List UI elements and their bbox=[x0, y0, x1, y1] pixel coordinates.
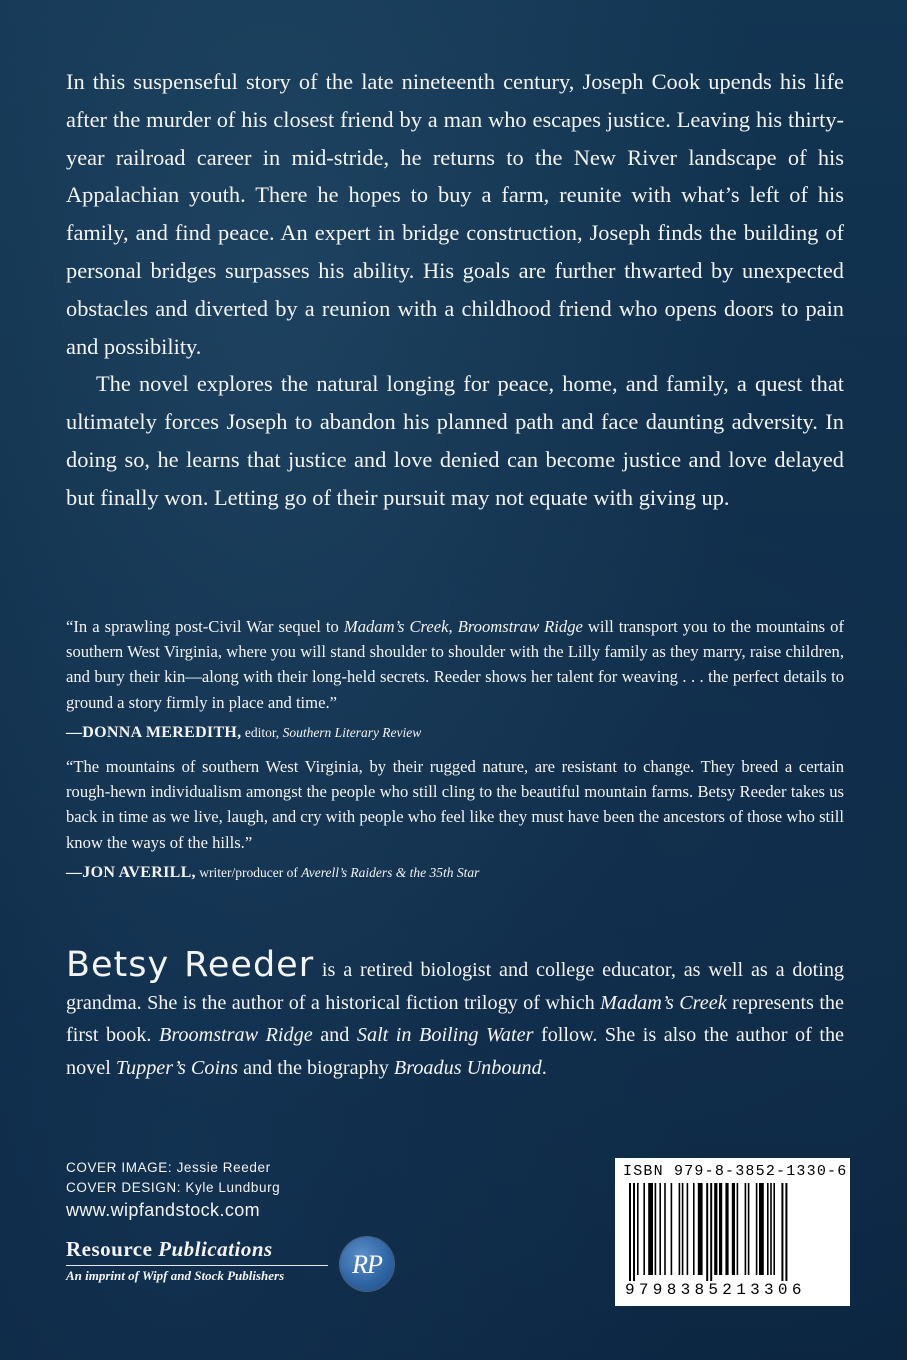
endorser-role: writer/producer of bbox=[195, 864, 302, 880]
barcode-bar bbox=[643, 1183, 645, 1275]
endorsement-text bbox=[66, 614, 844, 715]
barcode-bar bbox=[773, 1183, 775, 1275]
barcode-bar bbox=[698, 1183, 703, 1275]
barcode-bar bbox=[781, 1183, 783, 1281]
endorsement-text: “The mountains of southern West Virginia, by their rugged nature, are resistant to change. They breed a certain rough-hewn individualism amongst the people who still cling to the beautiful mountain farms. Betsy Reeder takes us back in time as we live, laugh, and cry with people who feel like they must have been the ancestors of those who still know the ways of the hills.” bbox=[66, 757, 844, 852]
synopsis bbox=[66, 63, 844, 517]
endorsement-averill bbox=[66, 754, 844, 883]
author-bio bbox=[66, 945, 845, 1084]
synopsis-paragraph-2: The novel explores the natural longing for peace, home, and family, a quest that ultimately forces Joseph to abandon his planned path and face daunting adversity. In doing so, he learns that justice and love denied can become justice and love delayed but finally won. Letting go of their pursuit may not equate with giving up. bbox=[66, 371, 844, 510]
publisher-name-part: Publications bbox=[158, 1237, 273, 1261]
barcode-icon bbox=[627, 1183, 838, 1281]
barcode-bar bbox=[725, 1183, 728, 1275]
barcode-bar bbox=[767, 1183, 769, 1275]
endorser-role: editor, bbox=[241, 724, 283, 740]
quote-text-part: will transport you to the mountains of southern West Virginia, where you will stand shoulder to shoulder with the Lilly family as they marry, raise children, and bury their kin—along with their long-held secrets. Reeder shows her talent for weaving . . . the perfect details to ground a story firmly in place and time.” bbox=[66, 617, 845, 712]
rp-logo-icon bbox=[340, 1237, 394, 1291]
barcode-bar bbox=[682, 1183, 684, 1275]
barcode-bar bbox=[671, 1183, 673, 1275]
barcode-bar bbox=[637, 1183, 639, 1275]
book-title: Broomstraw Ridge bbox=[457, 617, 583, 636]
publisher-logo bbox=[66, 1237, 401, 1297]
book-title: Madam’s Creek bbox=[343, 617, 449, 636]
publisher-name-part: Resource bbox=[66, 1237, 159, 1261]
bio-text-part: and bbox=[312, 1024, 357, 1047]
barcode-bar bbox=[745, 1183, 747, 1275]
cover-credits bbox=[66, 1158, 280, 1220]
barcode-bar bbox=[770, 1183, 772, 1275]
barcode-bar bbox=[687, 1183, 689, 1275]
barcode-bar bbox=[714, 1183, 717, 1275]
cover-image-credit: COVER IMAGE: Jessie Reeder bbox=[66, 1160, 271, 1175]
book-title: Salt in Boiling Water bbox=[356, 1024, 534, 1047]
bio-text-part: represents the first book. bbox=[66, 991, 844, 1047]
rp-logo-text: RP bbox=[352, 1250, 382, 1279]
barcode-bar bbox=[719, 1183, 722, 1275]
barcode-bar bbox=[710, 1183, 712, 1281]
publisher-name bbox=[66, 1237, 273, 1262]
barcode-bar bbox=[737, 1183, 739, 1275]
barcode-bar bbox=[655, 1183, 657, 1275]
bio-text-part: . bbox=[541, 1056, 547, 1079]
book-title: Broomstraw Ridge bbox=[158, 1024, 313, 1047]
quote-text-part: , bbox=[448, 617, 458, 636]
barcode-bar bbox=[648, 1183, 653, 1275]
barcode-bar bbox=[664, 1183, 666, 1275]
endorsement-attribution bbox=[66, 863, 844, 883]
bio-text-part: is a retired biologist and college educator, as well as a doting grandma. She is the author of a historical fiction trilogy of which bbox=[66, 959, 845, 1014]
imprint-publisher: Wipf and Stock Publishers bbox=[141, 1268, 285, 1283]
endorser-name: —JON AVERILL, bbox=[66, 863, 196, 881]
bio-text-part: and the biography bbox=[238, 1056, 394, 1079]
barcode-bar bbox=[748, 1183, 750, 1275]
publisher-imprint bbox=[66, 1268, 284, 1284]
barcode-bar bbox=[759, 1183, 764, 1275]
barcode-bar bbox=[693, 1183, 695, 1275]
endorsement-attribution bbox=[66, 723, 844, 743]
barcode-bar bbox=[659, 1183, 661, 1275]
endorser-publication: Southern Literary Review bbox=[282, 724, 422, 740]
author-name: Betsy Reeder bbox=[66, 945, 315, 985]
isbn-label: ISBN 979-8-3852-1330-6 bbox=[623, 1163, 848, 1180]
endorser-name: —DONNA MEREDITH, bbox=[66, 723, 242, 741]
synopsis-paragraph-1: In this suspenseful story of the late nineteenth century, Joseph Cook upends his life after the murder of his closest friend by a man who escapes justice. Leaving his thirty-year railroad career in mid-stride, he returns to the New River landscape of his Appalachian youth. There he hopes to buy a farm, reunite with what’s left of his family, and find peace. An expert in bridge construction, Joseph finds the building of personal bridges surpasses his ability. His goals are further thwarted by unexpected obstacles and diverted by a reunion with a childhood friend who opens doors to pain and possibility. bbox=[66, 69, 844, 359]
barcode-bar bbox=[679, 1183, 681, 1275]
barcode-bar bbox=[706, 1183, 708, 1281]
cover-design-credit: COVER DESIGN: Kyle Lundburg bbox=[66, 1180, 281, 1195]
barcode-bar bbox=[629, 1183, 631, 1281]
isbn-barcode-box bbox=[615, 1158, 850, 1306]
publisher-divider bbox=[66, 1265, 328, 1266]
barcode-digits: 9798385213306 bbox=[625, 1281, 806, 1299]
barcode-bar bbox=[785, 1183, 787, 1281]
publisher-website: www.wipfandstock.com bbox=[66, 1200, 261, 1220]
book-title: Madam’s Creek bbox=[600, 991, 727, 1014]
endorser-publication: Averell’s Raiders & the 35th Star bbox=[301, 864, 480, 880]
book-title: Tupper’s Coins bbox=[115, 1056, 239, 1079]
endorsement-meredith bbox=[66, 614, 844, 743]
barcode-bar bbox=[756, 1183, 758, 1275]
barcode-bar bbox=[732, 1183, 735, 1275]
imprint-text: An imprint of bbox=[66, 1268, 142, 1283]
quote-text-part: “In a sprawling post-Civil War sequel to bbox=[66, 617, 344, 636]
book-title: Broadus Unbound bbox=[393, 1056, 542, 1079]
bio-text-part: follow. She is also the author of the novel bbox=[66, 1024, 845, 1079]
barcode-bar bbox=[633, 1183, 635, 1281]
